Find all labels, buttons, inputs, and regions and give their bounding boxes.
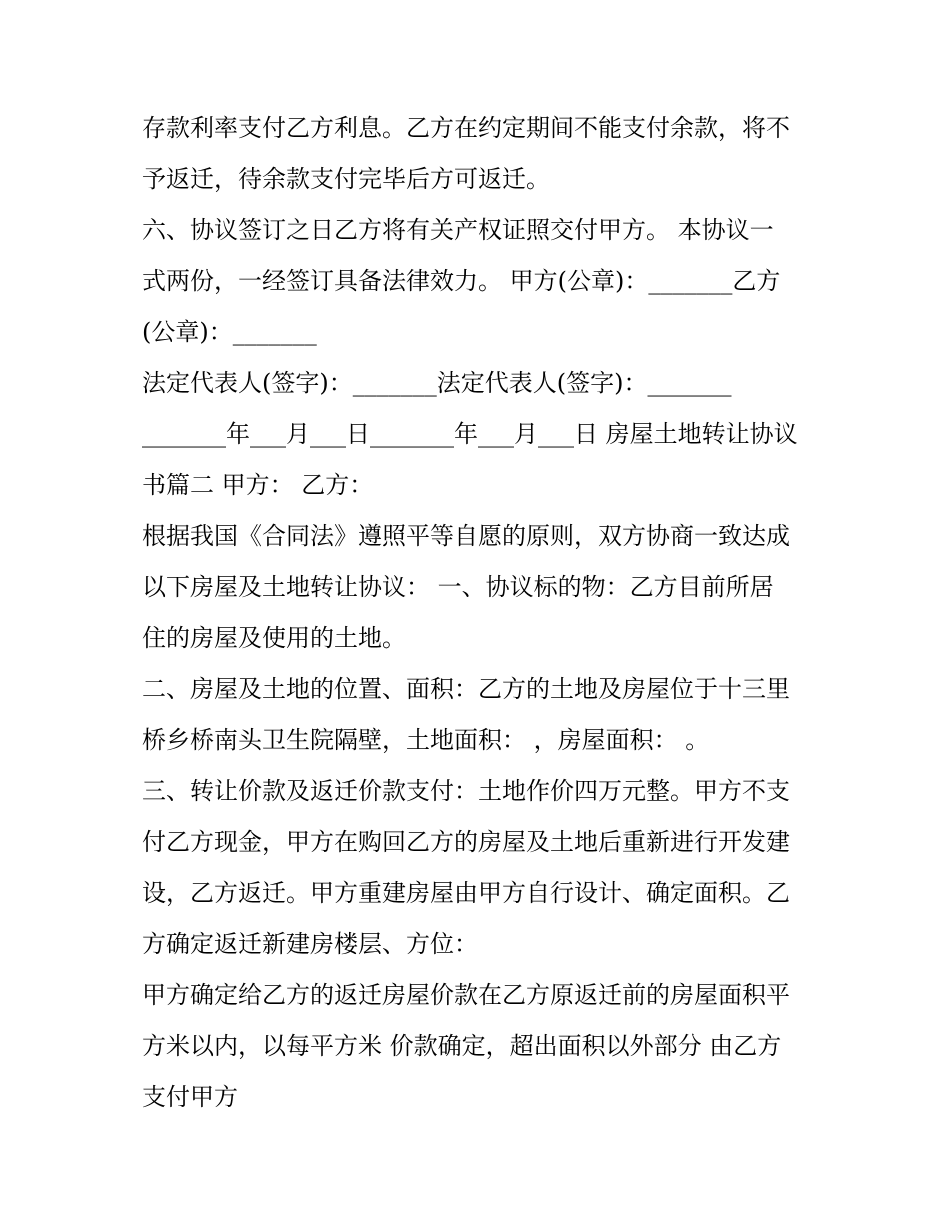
text-line: 存款利率支付乙方利息。乙方在约定期间不能支付余款，将不 [142, 114, 790, 142]
text-line: 甲方确定给乙方的返迁房屋价款在乙方原返迁前的房屋面积平 [142, 981, 790, 1009]
text-line: 六、协议签订之日乙方将有关产权证照交付甲方。 本协议一 [142, 216, 774, 244]
text-line: 式两份，一经签订具备法律效力。 甲方(公章)：_______乙方 [142, 267, 781, 295]
text-line: 二、房屋及土地的位置、面积：乙方的土地及房屋位于十三里 [142, 675, 790, 703]
text-line: 支付甲方 [142, 1083, 238, 1111]
text-line: 法定代表人(签字)：_______法定代表人(签字)：_______ [142, 369, 732, 397]
text-line: _______年___月___日_______年___月___日 房屋土地转让协议 [142, 420, 798, 448]
text-line: 付乙方现金，甲方在购回乙方的房屋及土地后重新进行开发建 [142, 828, 790, 856]
text-line: 方确定返迁新建房楼层、方位： [142, 930, 478, 958]
text-line: 方米以内，以每平方米 价款确定，超出面积以外部分 由乙方 [142, 1032, 782, 1060]
text-line: 住的房屋及使用的土地。 [142, 624, 406, 652]
text-line: 设，乙方返迁。甲方重建房屋由甲方自行设计、确定面积。乙 [142, 879, 790, 907]
text-line: 桥乡桥南头卫生院隔壁，土地面积： ，房屋面积： 。 [142, 726, 710, 754]
text-line: 以下房屋及土地转让协议： 一、协议标的物：乙方目前所居 [142, 573, 774, 601]
text-line: 予返迁，待余款支付完毕后方可返迁。 [142, 165, 550, 193]
text-line: 书篇二 甲方： 乙方： [142, 471, 374, 499]
text-line: 三、转让价款及返迁价款支付：土地作价四万元整。甲方不支 [142, 777, 790, 805]
text-line: 根据我国《合同法》遵照平等自愿的原则，双方协商一致达成 [142, 522, 790, 550]
text-line: (公章)：_______ [142, 318, 317, 346]
